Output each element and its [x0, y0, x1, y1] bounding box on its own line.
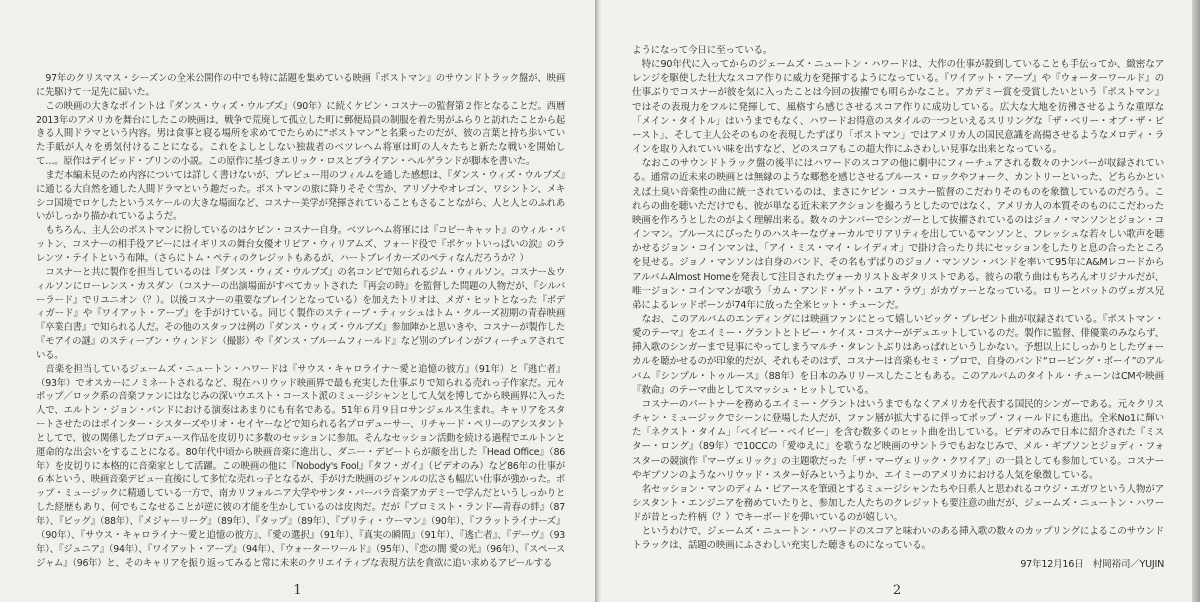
- paragraph: 名セッション・マンのディム・ピアースを筆頭とするミュージシャンたちや日系人と思われるコウジ・エガワという人物がアシスタント・エンジニアを務めていたりと、参加した人たちのクレジットも要注意の曲だが、ジェームズ・ニュートン・ハワードが昔とった杵柄（？）でキーボードを弾いているのが嬉しい。: [632, 483, 1164, 524]
- paragraph: まだ本編未見のため内容については詳しく書けないが、プレビュー用のフィルムを通した感想は、『ダンス・ウィズ・ウルブズ』に通じる大自然を通した人間ドラマという趣だった。ポストマンの旅に降りそそぐ雪か、アリゾナやオレゴン、ワシントン、メキシコ国境でロケしたというスケールの大きな場面など、コスナー美学が発揮されていることもさることながら、人と人とのふれあいがしっかり描かれているようだ。: [36, 169, 565, 223]
- page-number: 2: [892, 583, 902, 598]
- page-number: 1: [293, 583, 302, 598]
- paragraph-continuation: ようになって今日に至っている。: [632, 45, 773, 56]
- paragraph: 音楽を担当しているジェームズ・ニュートン・ハワードは『サウス・キャロライナ〜愛と追憶の彼方』（91年）と『逃亡者』（93年）でオスカーにノミネートされるなど、現在ハリウッド映画界で最も充実した仕事ぶりで知られる売れっ子作家だ。元々ポップ／ロック系の音楽ファンにはなじみの深いウエスト・コースト派のミュージシャンとして人気を博してから映画界に入った人で、エルトン・ジョン・バンドにおける演奏はあまりにも有名である。51年６月９日ロサンジェルス生まれ。キャリアをスタートさせたのはポインター・シスターズやリオ・セイヤーなどで知られる名プロデューサー、リチャード・ペリーのアシスタントとしてで、彼の関係したプロデュース作品を皮切りに多数のセッションに参加。そんなセッション活動を続ける過程でエルトンと運命的な出会いをすることになる。80年代中頃から映画音楽に進出し、ダニー・デビートらが顔を出した『Head Office』（86年）を皮切りに本格的に音楽家として活躍。この映画の他に『Nobody's Fool』『タフ・ガイ』（ビデオのみ）など86年の仕事が６本という、映画音楽デビュー直後にして多忙な売れっ子となるが、手がけた映画のジャンルの広さも幅広い仕事が強かった。ポップ・ミュージックに精通している一方で、南カリフォルニア大学やサンタ・バーバラ音楽アカデミーで学んだというしっかりとした経歴もあり、何でもこなせることが逆に彼の才能を生かしているのは皮肉だ。だが『プロミスト・ランド―青春の絆』（87年）、『ビッグ』（88年）、『メジャーリーグ』（89年）、『タップ』（89年）、『プリティ・ウーマン』（90年）、『フラットライナーズ』（90年）、『サウス・キャロライナ〜愛と追憶の彼方』、『愛の選択』（91年）、『真実の瞬間』（91年）、『逃亡者』、『デーヴ』（93年）、『ジュニア』（94年）、『ワイアット・アープ』（94年）、『ウォーターワールド』（95年）、『恋の闇 愛の光』（96年）、『スペースジャム』（96年）と、そのキャリアを振り返ってみると常に未来のクリエイティブな表現方法を貪欲に追い求めるアピールする: [36, 363, 565, 569]
- author-signature: 97年12月16日 村岡裕司／YUJIN: [1020, 558, 1164, 570]
- paragraph: コスナーのパートナーを務めるエイミー・グラントはいうまでもなくアメリカを代表する国民的シンガーである。元々クリスチャン・ミュージックでシーンに登場した人だが、ファン層が拡大するに伴ってポップ・フィールドにも進出。全米No1に輝いた「ネクスト・タイム」「ベイビー・ベイビー」を含む数多くのヒット曲を出している。ビデオのみで日本に紹介された『ミスター・ロング』（89年）で10CCの「愛ゆえに」を歌うなど映画のサントラでもおなじみで、メル・ギブソンとジョディ・フォスターの競演作『マーヴェリック』の主題歌だった「ザ・マーヴェリック・クワイア」の一員としても参加している。コスナーやギブソンのようなハリウッド・スター好みというよりか、エイミーのアメリカにおける人気を象徴している。: [632, 398, 1164, 481]
- paragraph: コスナーと共に製作を担当しているのは『ダンス・ウィズ・ウルブズ』の名コンビで知られるジム・ウィルソン。コスナー＆ウィルソンにローレンス・カスダン（コスナーの出演場面がすべてカットされた『再会の時』を監督した問題の人物だが、『シルバーラード』でリユニオン（？）。以後コスナーの重要なブレインとなっている）を加えたトリオは、メガ・ヒットとなった『ボディガード』や『ワイアット・アープ』を手がけている。同じく製作のスティーブ・ティッシュはトム・クルーズ初期の青春映画『卒業白書』で知られる人だ。その他のスタッフは例の『ダンス・ウィズ・ウルブズ』参加陣かと思いきや、コスナーが製作した『モアイの謎』のスティーブン・ウィンドン（撮影）や『ダンス・ブルームフィールド』など別のブレインがフィーチュアされている。: [36, 266, 565, 361]
- paragraph: 97年のクリスマス・シーズンの全米公開作の中でも特に話題を集めている映画『ポストマン』のサウンドトラック盤が、映画に先駆けて一足先に届いた。: [36, 73, 565, 98]
- paragraph: この映画の大きなポイントは『ダンス・ウィズ・ウルブズ』（90年）に続くケビン・コスナーの監督第２作となることだ。西暦2013年のアメリカを舞台にしたこの映画は、戦争で荒廃して孤立した町に郵便局員の制服を着た男がふらりと訪れたことから起きる人間ドラマという内容。男は食事と寝る場所を求めてでたらめに“ポストマン”と名乗ったのだが、彼の言葉と持ち歩いていた手紙が人々を勇気付けることになる。これをよしとしない独裁者のベツレヘム将軍は町の人々たちと新たな戦いを開始して…。原作はデイビッド・ブリンの小説。この原作に基づきエリック・ロスとブライアン・ヘルゲランドが脚本を書いた。: [36, 100, 565, 168]
- left-page-body: [36, 72, 565, 570]
- paragraph: なおこのサウンドトラック盤の後半にはハワードのスコアの他に劇中にフィーチュアされる数々のナンバーが収録されている。通常の近未来の映画とは無縁のような郷愁を感じさせるブルース・ロックやフォーク、カントリーといった、どちらかといえば土臭い音楽性の曲に統一されているのは、まさにケビン・コスナー監督のこだわりそのものを象徴しているのだろう。これらの曲を聴いただけでも、彼が単なる近未来アクションを撮ろうとしたのではなく、アメリカ人の本質そのものにこだわった映画を作ろうとしたのがよく理解出来る。数々のナンバーでシンガーとして抜擢されているのはジョノ・マンソンとジョン・コインマン。ブルースにぴったりのハスキーなヴォーカルでリアリティを出しているマンソンと、フレッシュな若々しい歌声を聴かせるジョン・コインマンは、「アイ・ミス・マイ・レイディオ」で掛け合ったり共にセッションをしたりと息の合ったところを見せる。ジョノ・マンソンは自身のバンド、その名もずばりのジョノ・マンソン・バンドを率いて95年にA&MレコードからアルバムAlmost Homeを発表して注目されたヴォーカリスト＆ギタリストである。彼らの歌う曲はもちろんオリジナルだが、唯一ジョン・コインマンが歌う「カム・アンド・ゲット・ユア・ラヴ」がカヴァーとなっている。ロリーとパットのヴェガス兄弟によるレッドボーンが74年に放った全米ヒット・チューンだ。: [632, 158, 1164, 311]
- spine-gutter: [595, 0, 602, 602]
- page-edge: [1192, 0, 1200, 602]
- paragraph: 特に90年代に入ってからのジェームズ・ニュートン・ハワードは、大作の仕事が殺到していることも手伝ってか、緻密なアレンジを駆使した壮大なスコア作りに威力を発揮するようになっている。『ワイアット・アープ』や『ウォーターワールド』の仕事ぶりでコスナーが彼を気に入ったことは今回の抜擢でも明らかなこと。アカデミー賞を受賞したいという『ポストマン』ではその表現力をフルに発揮して、風格すら感じさせるスコア作りに成功している。広大な大地を彷彿させるような重厚な「メイン・タイトル」はいうまでもなく、ハワードお得意のスタイルの一つといえるスリリングな「ザ・ベリー・オブ・ザ・ビースト」、そして主人公そのものを表現したずばり「ポストマン」ではアメリカ人の国民意識を高揚させるようなメロディ・ラインを取り入れていい味を出すなど、どのスコアもこの超大作にふさわしい見事な出来となっている。: [632, 59, 1164, 156]
- paragraph: というわけで、ジェームズ・ニュートン・ハワードのスコアと味わいのある挿入歌の数々のカップリングによるこのサウンドトラックは、話題の映画にふさわしい充実した聴きものになっている。: [632, 526, 1164, 552]
- paragraph: なお、このアルバムのエンディングには映画ファンにとって嬉しいビッグ・プレゼント曲が収録されている。『ポストマン・愛のテーマ』をエイミー・グラントとトビー・ケイス・コスナーがデュエットしているのだ。製作に監督、俳優業のみならず、挿入歌のシンガーまで見事にやってしまうマルチ・タレントぶりはあっぱれというしかない。予想以上にしっかりとしたヴォーカルを聴かせるのが印象的だが、それもそのはず、コスナーは音楽もセミ・プロで、自身のバンド“ローピング・ボーイ”のアルバム『シンプル・トゥルース』（88年）を日本のみリリースしたこともある。このアルバムのタイトル・チューンはCMや映画『救命』のテーマ曲としてスマッシュ・ヒットしている。: [632, 313, 1164, 396]
- paragraph: もちろん、主人公のポストマンに扮しているのはケビン・コスナー自身。ベツレヘム将軍には『コピーキャット』のウィル・パットン、コスナーの相手役アビーにはイギリスの舞台女優オリビア・ウィリアムズ、フォード役で『ポケットいっぱいの涙』のラレンツ・テイトという布陣。（さらにトム・ペティのクレジットもあるが、ハートブレイカーズのペティなんだろうか？）: [36, 225, 565, 264]
- left-page: [0, 0, 595, 602]
- right-page-body: [632, 44, 1164, 572]
- right-page: [602, 0, 1192, 602]
